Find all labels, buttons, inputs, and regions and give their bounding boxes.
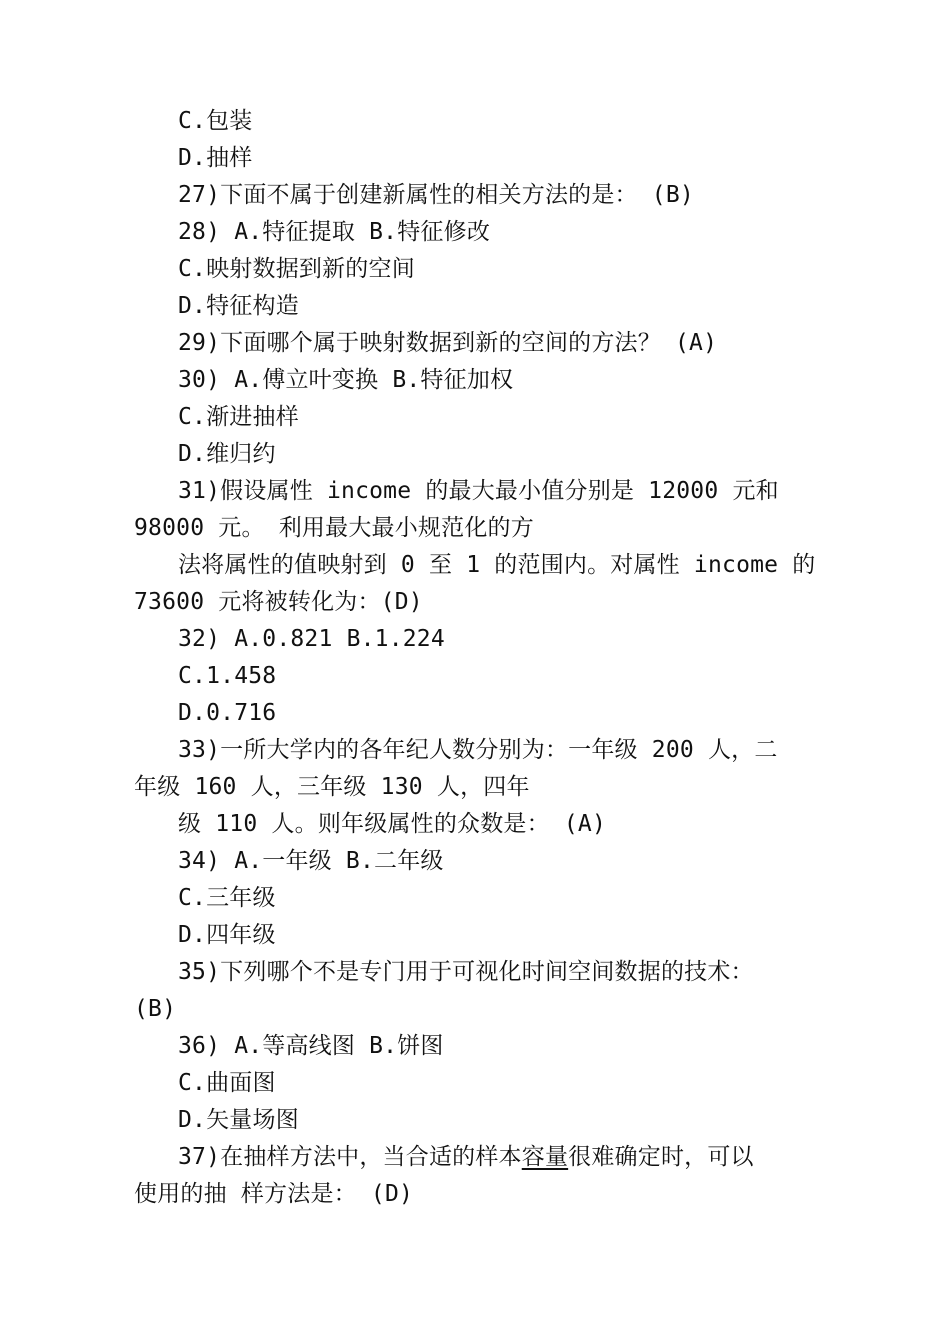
- text-line: 73600 元将被转化为：(D): [134, 589, 423, 615]
- question-37-text-before: 37)在抽样方法中，当合适的样本: [178, 1144, 522, 1170]
- text-line: (B): [134, 996, 177, 1022]
- text-line: D.特征构造: [178, 293, 299, 319]
- text-line: 98000 元。 利用最大最小规范化的方: [134, 515, 534, 541]
- question-37-line-2: 使用的抽 样方法是： (D): [134, 1181, 414, 1207]
- question-37-text-after: 很难确定时，可以: [568, 1144, 754, 1170]
- text-line: C.包装: [178, 108, 253, 134]
- text-line: C.渐进抽样: [178, 404, 299, 430]
- text-line: 级 110 人。则年级属性的众数是： (A): [178, 811, 607, 837]
- text-line: D.0.716: [178, 700, 277, 726]
- text-line: C.三年级: [178, 885, 276, 911]
- question-37-line-1: [134, 1139, 824, 1176]
- text-line: 34) A.一年级 B.二年级: [178, 848, 444, 874]
- text-line: C.1.458: [178, 663, 277, 689]
- text-line: 32) A.0.821 B.1.224: [178, 626, 445, 652]
- text-line: 31)假设属性 income 的最大最小值分别是 12000 元和: [178, 478, 779, 504]
- text-line: 36) A.等高线图 B.饼图: [178, 1033, 444, 1059]
- document-body: [134, 103, 824, 1213]
- text-line: C.映射数据到新的空间: [178, 256, 415, 282]
- text-line: 30) A.傅立叶变换 B.特征加权: [178, 367, 514, 393]
- text-line: 27)下面不属于创建新属性的相关方法的是： (B): [178, 182, 694, 208]
- text-line: 年级 160 人，三年级 130 人，四年: [134, 774, 530, 800]
- question-lines: [134, 103, 824, 1139]
- text-line: D.维归约: [178, 441, 276, 467]
- text-line: 法将属性的值映射到 0 至 1 的范围内。对属性 income 的: [178, 552, 816, 578]
- text-line: 28) A.特征提取 B.特征修改: [178, 219, 491, 245]
- text-line: 35)下列哪个不是专门用于可视化时间空间数据的技术：: [178, 959, 754, 985]
- text-line: D.抽样: [178, 145, 253, 171]
- text-line: D.四年级: [178, 922, 276, 948]
- text-line: 29)下面哪个属于映射数据到新的空间的方法？ (A): [178, 330, 718, 356]
- text-line: D.矢量场图: [178, 1107, 299, 1133]
- text-line: C.曲面图: [178, 1070, 276, 1096]
- text-line: 33)一所大学内的各年纪人数分别为：一年级 200 人，二: [178, 737, 778, 763]
- underlined-term: 容量: [521, 1144, 569, 1170]
